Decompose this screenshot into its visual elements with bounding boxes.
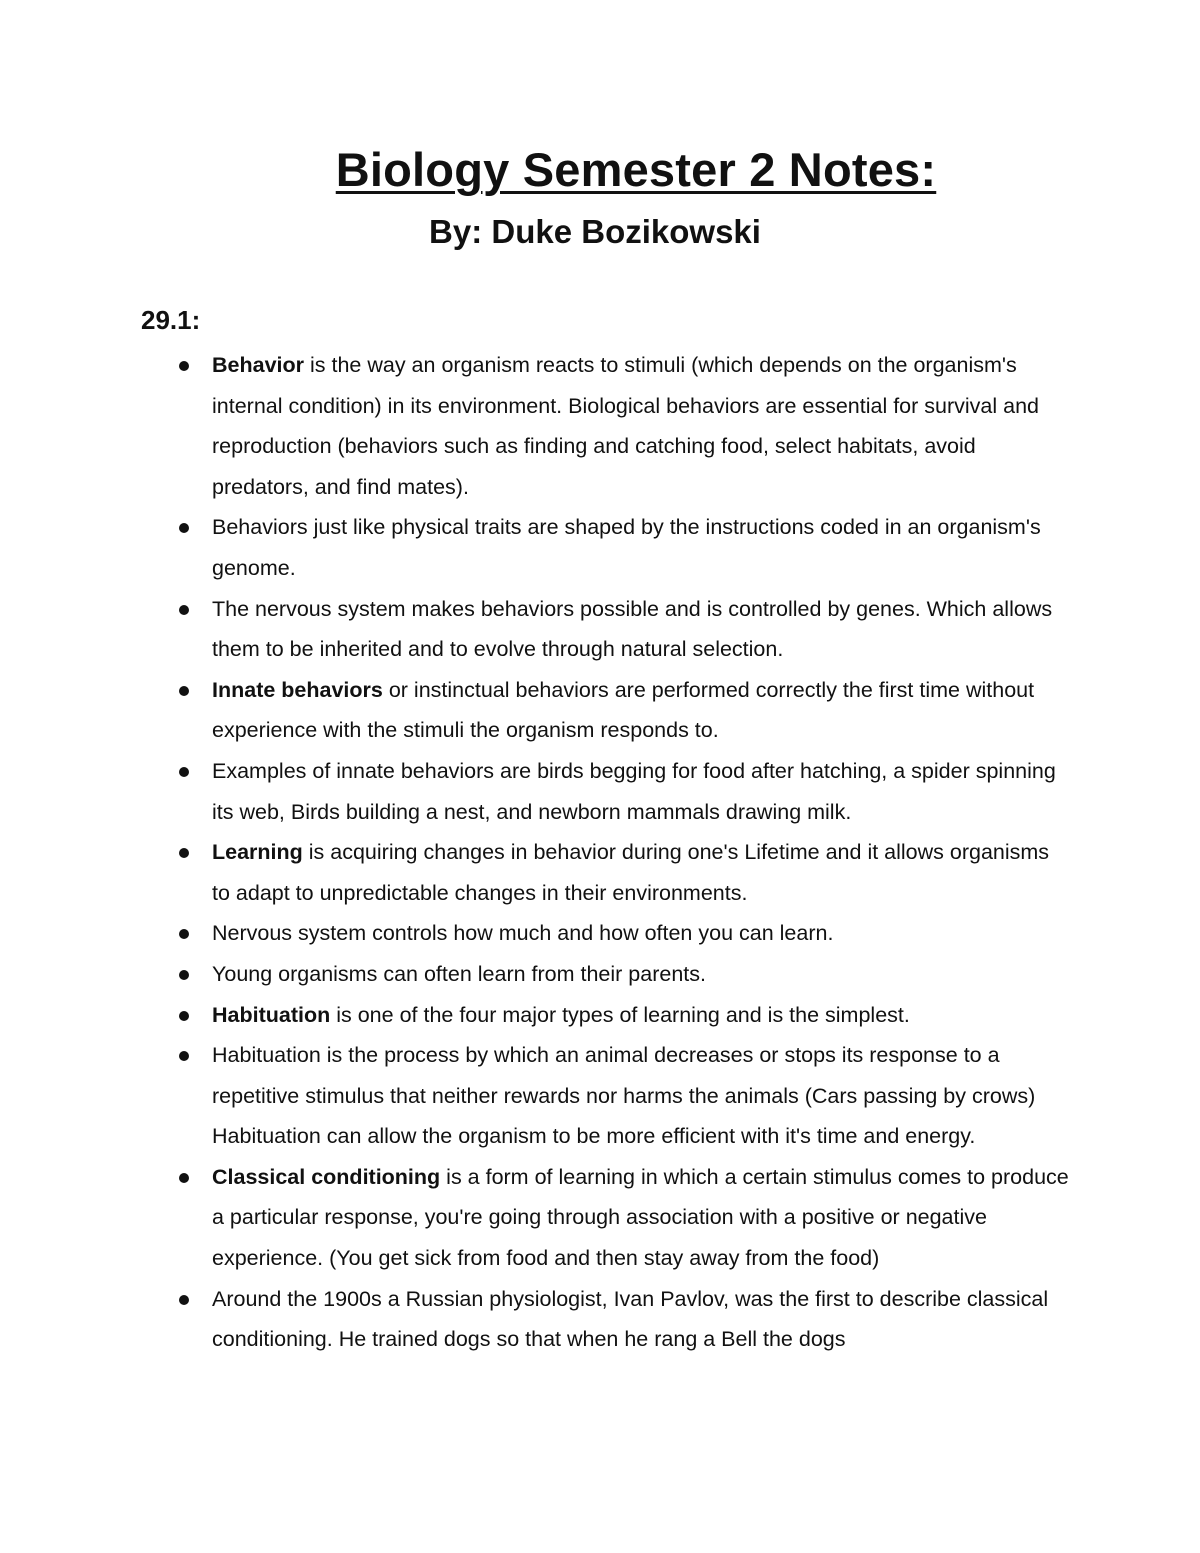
note-text: Examples of innate behaviors are birds begging for food after hatching, a spider spinning its web, Birds building a nest, and newborn mammals drawing milk. (212, 758, 1056, 824)
bullet-icon (179, 929, 189, 939)
bullet-icon (179, 970, 189, 980)
note-term: Behavior (212, 353, 305, 377)
bullet-icon (179, 361, 189, 371)
list-item (0, 670, 1200, 751)
list-item (0, 1035, 1200, 1157)
list-item (0, 345, 1200, 507)
bullet-icon (179, 523, 189, 533)
note-text: is one of the four major types of learning and is the simplest. (330, 1002, 910, 1027)
bullet-icon (179, 686, 189, 696)
note-text: Habituation is the process by which an animal decreases or stops its response to a repetitive stimulus that neither rewards nor harms the animals (Cars passing by crows) Habituation can allow the organism to be more efficient with it's time and energy. (212, 1043, 1036, 1149)
note-text: is a form of learning in which a certain stimulus comes to produce a particular response, you're going through association with a positive or negative experience. (You get sick from food and then stay away from the food) (212, 1164, 1069, 1271)
note-term: Habituation (212, 1002, 331, 1027)
list-item (0, 913, 1200, 954)
note-text: The nervous system makes behaviors possible and is controlled by genes. Which allows them to be inherited and to evolve through natural selection. (212, 596, 1053, 662)
list-item (0, 507, 1200, 588)
list-item (0, 751, 1200, 832)
list-item (0, 995, 1200, 1036)
list-item (0, 589, 1200, 670)
bullet-icon (179, 1173, 189, 1183)
note-text: is the way an organism reacts to stimuli (which depends on the organism's internal condition) in its environment. Biological behaviors are essential for survival and reproduction (behaviors such as finding and catching food, select habitats, avoid predators, and find mates). (212, 353, 1039, 499)
note-term: Learning (212, 840, 303, 865)
note-text: Behaviors just like physical traits are shaped by the instructions coded in an organism's genome. (212, 515, 1041, 580)
document-title: Biology Semester 2 Notes: (335, 143, 937, 196)
bullet-icon (179, 767, 189, 777)
note-text: is acquiring changes in behavior during one's Lifetime and it allows organisms to adapt to unpredictable changes in their environments. (212, 840, 1050, 905)
document-author: By: Duke Bozikowski (429, 213, 761, 250)
list-item (0, 1157, 1200, 1279)
note-text: Young organisms can often learn from their parents. (212, 961, 706, 986)
note-text: Nervous system controls how much and how often you can learn. (212, 921, 834, 946)
section-heading: 29.1: (141, 305, 201, 335)
note-term: Innate behaviors (212, 677, 383, 702)
bullet-icon (179, 1051, 189, 1061)
note-term: Classical conditioning (212, 1164, 441, 1189)
bullet-icon (179, 1011, 189, 1021)
list-item (0, 832, 1200, 913)
list-item (0, 954, 1200, 995)
note-text: or instinctual behaviors are performed correctly the first time without experience with the stimuli the organism responds to. (212, 677, 1035, 743)
note-text: Around the 1900s a Russian physiologist, Ivan Pavlov, was the first to describe classical conditioning. He trained dogs so that when he rang a Bell the dogs (212, 1286, 1049, 1352)
bullet-icon (179, 848, 189, 858)
notes-list (0, 345, 1200, 1360)
bullet-icon (179, 605, 189, 615)
bullet-icon (179, 1295, 189, 1305)
list-item (0, 1279, 1200, 1360)
